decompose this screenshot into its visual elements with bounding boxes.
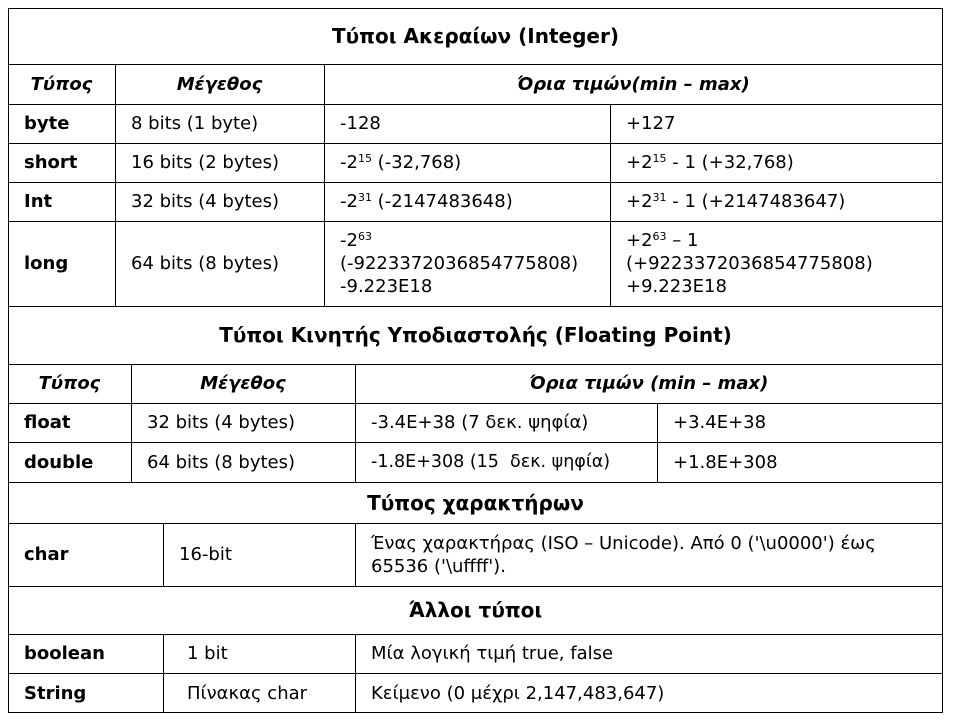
min-rest: (-2147483648): [371, 191, 513, 212]
min-exponent: 15: [357, 152, 372, 165]
integer-type-long: long: [24, 253, 69, 274]
max-rest: - 1 (+32,768): [666, 152, 794, 173]
floating-section-title: Τύποι Κινητής Υποδιαστολής (Floating Point): [219, 323, 732, 347]
max-rest: – 1: [666, 230, 699, 251]
integer-type-byte: byte: [24, 113, 70, 134]
other-section-title: Άλλοι τύποι: [408, 598, 543, 622]
other-type-boolean: boolean: [24, 643, 105, 664]
integer-size-short: 16 bits (2 bytes): [131, 152, 280, 173]
min-exponent: 63: [357, 230, 372, 243]
min-exponent: 31: [357, 191, 372, 204]
integer-min-int: [324, 182, 610, 221]
max-scientific: +9.223E18: [626, 276, 727, 297]
floating-max-float: +3.4E+38: [673, 412, 767, 433]
integer-header-size: Μέγεθος: [176, 73, 263, 95]
max-exponent: 15: [652, 152, 667, 165]
integer-min-byte: -128: [340, 113, 381, 134]
max-rest: - 1 (+2147483647): [666, 191, 846, 212]
min-base: -2: [340, 191, 358, 212]
integer-min-long: [324, 221, 610, 306]
other-desc-string: Κείμενο (0 μέχρι 2,147,483,647): [371, 682, 665, 704]
floating-size-float: 32 bits (4 bytes): [147, 412, 296, 433]
integer-min-short: [324, 143, 610, 182]
floating-size-double: 64 bits (8 bytes): [147, 451, 296, 473]
char-description: Ένας χαρακτήρας (ISO – Unicode). Από 0 ('\u0000') έως 65536 ('\uffff').: [371, 532, 876, 577]
max-base: +2: [626, 230, 653, 251]
floating-type-float: float: [24, 412, 71, 433]
min-decimal: (-9223372036854775808): [340, 253, 579, 274]
character-section-title: Τύπος χαρακτήρων: [367, 490, 584, 515]
min-rest: (-32,768): [371, 152, 462, 173]
integer-max-short: [610, 143, 943, 182]
integer-max-long: [610, 221, 943, 306]
floating-max-double: +1.8E+308: [673, 451, 778, 473]
other-type-string: String: [24, 682, 87, 704]
integer-section-title: Τύποι Ακεραίων (Integer): [332, 24, 619, 48]
min-scientific: -9.223E18: [340, 276, 433, 297]
other-size-string: Πίνακας char: [187, 682, 308, 704]
max-base: +2: [626, 191, 653, 212]
integer-size-byte: 8 bits (1 byte): [131, 113, 259, 134]
min-base: -2: [340, 152, 358, 173]
integer-header-type: Τύπος: [30, 73, 93, 95]
other-desc-boolean: Μία λογική τιμή true, false: [371, 643, 614, 664]
integer-type-int: Int: [24, 191, 53, 212]
floating-type-double: double: [24, 451, 94, 473]
integer-size-int: 32 bits (4 bytes): [131, 191, 280, 212]
floating-header-type: Τύπος: [38, 373, 101, 394]
floating-min-double: -1.8E+308 (15 δεκ. ψηφία): [371, 451, 611, 472]
char-size: 16-bit: [179, 544, 232, 565]
integer-header-range: Όρια τιμών(min – max): [517, 73, 750, 95]
char-type: char: [24, 544, 69, 565]
max-base: +2: [626, 152, 653, 173]
floating-min-float: -3.4E+38 (7 δεκ. ψηφία): [371, 412, 589, 433]
integer-max-byte: +127: [626, 113, 676, 134]
min-base: -2: [340, 230, 358, 251]
other-size-boolean: 1 bit: [187, 643, 228, 664]
max-decimal: (+9223372036854775808): [626, 253, 873, 274]
integer-size-long: 64 bits (8 bytes): [131, 253, 280, 274]
floating-header-size: Μέγεθος: [200, 373, 286, 394]
integer-max-int: [610, 182, 943, 221]
max-exponent: 31: [652, 191, 667, 204]
integer-type-short: short: [24, 152, 78, 173]
max-exponent: 63: [652, 230, 667, 243]
floating-header-range: Όρια τιμών (min – max): [529, 373, 769, 394]
